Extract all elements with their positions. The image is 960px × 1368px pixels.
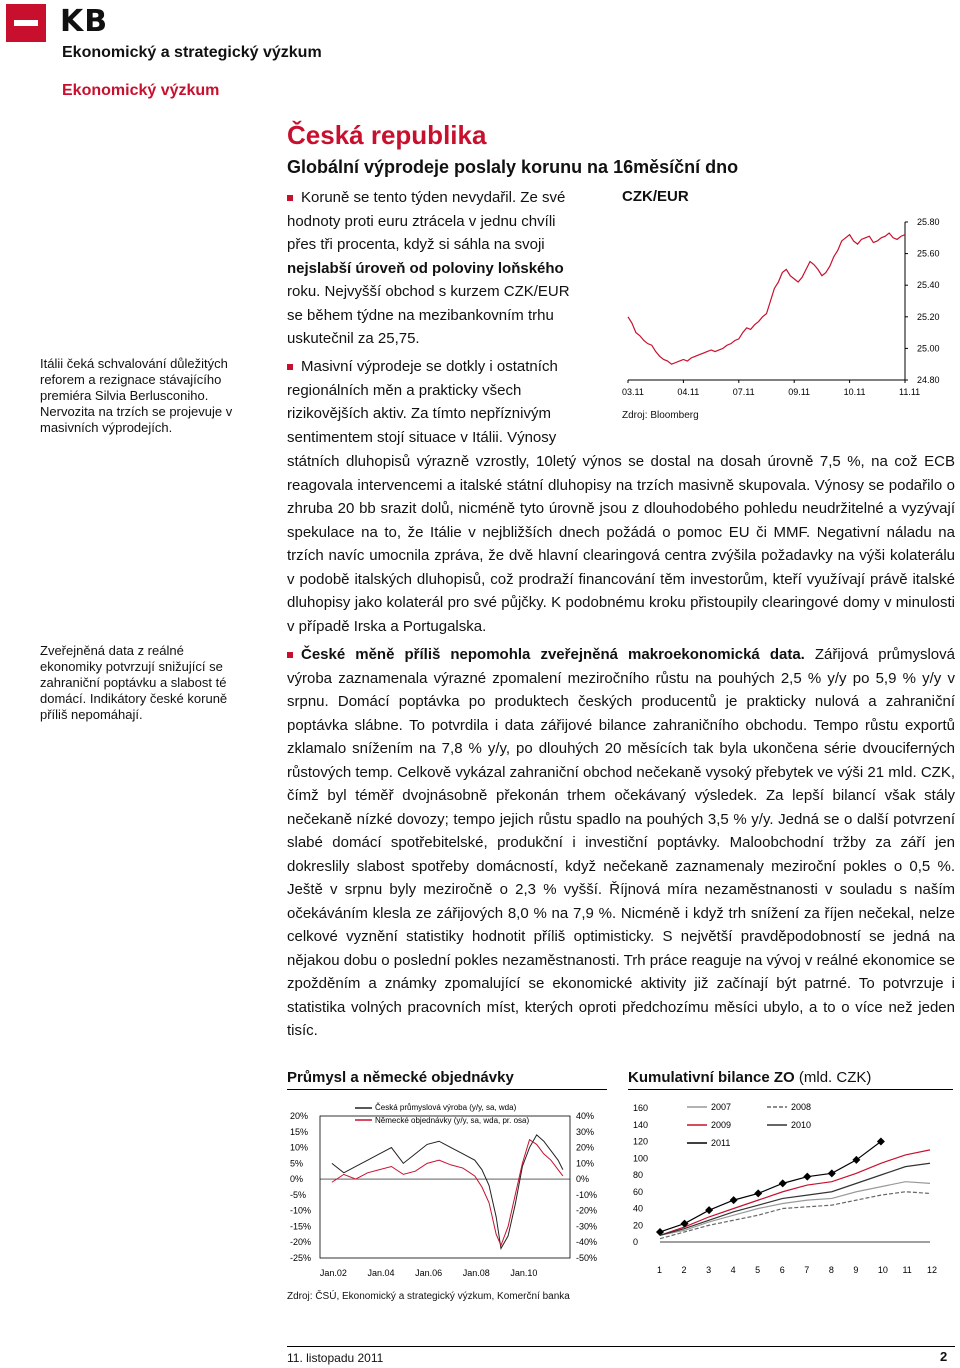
side-note-data: Zveřejněná data z reálné ekonomiky potvrzují snižující se zahraniční poptávku a slabost té domácí. Indikátory české koruně příliš nepomáhají. [40,643,228,722]
p1-line-3: nejslabší úroveň od poloviny loňského [287,259,564,277]
y-tick-label: 40 [633,1203,644,1214]
x-tick-label: 5 [755,1265,761,1275]
series-line-2009 [660,1150,930,1235]
marker-2011 [705,1206,713,1214]
x-tick-label: 8 [828,1265,834,1275]
x-tick-label: 2 [681,1265,687,1275]
y-left-tick-label: 0% [290,1174,304,1185]
y-left-tick-label: 20% [290,1111,309,1121]
y-left-tick-label: -25% [290,1253,312,1263]
p3-lead: České měně příliš nepomohla zveřejněná makroekonomická data. [301,646,805,663]
p2-line-1: regionálních měn a prakticky všech [287,381,522,399]
marker-2011 [730,1196,738,1204]
y-left-tick-label: 15% [290,1126,309,1137]
bullet-icon [287,652,293,658]
side-note-italy: Itálii čeká schvalování důležitých reforem a rezignace stávajícího premiéra Silvia Berlusconiho. Nervozita na trzích se projevuje v masivních výprodejích. [40,356,233,435]
x-tick-label: Jan.02 [319,1268,347,1278]
article-subtitle: Globální výprodeje poslaly korunu na 16měsíční dno [287,157,739,177]
x-tick-label: 7 [804,1265,810,1275]
x-tick-label: Jan.08 [462,1268,490,1278]
y-tick-label: 140 [633,1119,649,1130]
p1-line-1: hodnoty proti euru ztrácela v jednu chvíli [287,212,556,230]
y-tick-label: 80 [633,1170,644,1180]
x-tick-label: 10.11 [843,387,866,397]
czkeur-line [628,233,905,364]
x-tick-label: 10 [877,1265,888,1275]
y-right-tick-label: -10% [576,1189,598,1200]
x-tick-label: 07.11 [732,387,755,397]
y-right-tick-label: -30% [576,1221,598,1232]
legend-2007: 2007 [711,1102,732,1112]
y-right-tick-label: 20% [576,1142,595,1153]
y-tick-label: 100 [633,1153,649,1164]
y-tick-label: 60 [633,1186,644,1197]
x-tick-label: 04.11 [677,387,700,397]
paragraph-2-cont: státních dluhopisů výrazně vzrostly, 10letý výnos se dostal na dosah úrovně 7,5 %, na což ECB reagovala intervencemi a italské státní dluhopisy na trzích masivně skupovala. Výnosy se podařilo o zhruba 20 bb srazit dolů, nicméně tyto úrovně jsou z dlouhodobého pohledu neudržitelné a vyzývají spekulace na to, že Itálie v nejbližších dnech požádá o pomoc EU či MMF. Negativní náladu na trzích navíc umocnila zpráva, že dvě hlavní clearingová centra zvýšila požadavky na výši kolaterálu v podobě italských dluhopisů, což prodraží financování těm investorům, kteří využívají právě italské dluhopisy jako kolaterál pro své půjčky. K podobnému kroku přistoupily clearingové domy v minulosti v případě Irska a Portugalska. [287,453,955,635]
plot-frame [320,1116,570,1258]
marker-2011 [803,1173,811,1181]
y-right-tick-label: -40% [576,1237,598,1248]
czkeur-chart [620,212,955,412]
y-tick-label: 24.80 [917,375,940,385]
marker-2011 [828,1169,836,1177]
x-tick-label: 03.11 [622,387,644,397]
x-tick-label: 11 [902,1265,912,1275]
y-tick-label: 120 [633,1136,649,1147]
legend-industry: Česká průmyslová výroba (y/y, sa, wda) [375,1103,517,1112]
legend-2011: 2011 [711,1138,731,1148]
p1-line-2: přes tři procenta, když si sáhla na svoji [287,236,545,253]
marker-2011 [779,1179,787,1187]
bullet-icon [287,364,293,370]
bullet-icon [287,195,293,201]
legend-2008: 2008 [791,1102,812,1112]
footer-rule [287,1346,955,1347]
x-tick-label: 3 [706,1265,712,1275]
x-tick-label: 4 [730,1265,736,1275]
y-right-tick-label: 0% [576,1174,590,1185]
p1-line-4: roku. Nejvyšší obchod s kurzem CZK/EUR [287,283,570,300]
y-left-tick-label: -10% [290,1205,312,1216]
x-tick-label: Jan.06 [415,1268,443,1278]
x-tick-label: 9 [853,1265,859,1275]
y-left-tick-label: -20% [290,1237,312,1248]
y-right-tick-label: 30% [576,1126,595,1137]
y-left-tick-label: 5% [290,1158,304,1169]
paragraph-3 [287,643,955,1043]
industry-series-line [332,1135,563,1249]
y-left-tick-label: -5% [290,1189,307,1200]
industry-chart-title: Průmysl a německé objednávky [287,1069,514,1086]
p2-line-3: sentimentem stojí situace v Itálii. Výnosy [287,428,557,446]
kb-logo-mark [6,4,46,42]
x-tick-label: Jan.10 [510,1268,538,1278]
paragraph-2-start [287,355,600,449]
industry-chart [280,1096,610,1286]
x-tick-label: 1 [657,1265,663,1275]
industry-title-rule [287,1089,607,1090]
y-right-tick-label: 40% [576,1111,595,1121]
y-tick-label: 25.60 [917,248,940,259]
y-tick-label: 25.80 [917,217,940,227]
industry-source: Zdroj: ČSÚ, Ekonomický a strategický výzkum, Komerční banka [287,1291,570,1302]
y-right-tick-label: -20% [576,1205,598,1216]
y-tick-label: 160 [633,1103,649,1113]
y-left-tick-label: -15% [290,1221,312,1232]
x-tick-label: 09.11 [788,387,811,397]
header-section: Ekonomický výzkum [62,82,220,99]
paragraph-1 [287,186,600,351]
p3-text: Zářijová průmyslová výroba zaznamenala výrazné zpomalení meziročního růstu na pouhých 2,5 % y/y po 5,9 % y/y v srpnu. Domácí poptávka po produktech českých producentů je prakticky nulová a zahraniční poptávka slábne. To potvrdila i data zářijové bilance zahraničního obchodu. Tempo růstu exportů zklamalo snížením na 7,8 % y/y, po dlouhých 20 měsících tak byla ukončena série dvouciferných růstových temp. Celkově vykázal zahraniční obchod nečekaně vysoký přebytek ve výši 21 mld. CZK, čímž byl téměř dvojnásobně překonán trhem očekávaný výsledek. Za lepší bilancí však stály nečekaně nízké dovozy; tempo jejich růstu spadlo na pouhých 3,5 % y/y. Jedná se o další potvrzení slabé domácí spotřebitelské, produkční i investiční poptávky. Maloobchodní tržby za září jen dokreslily slabost spotřeby domácností, když nečekaně zaznamenaly meziroční pokles o 0,5 %. Ještě v srpnu byly meziročně o 2,3 % vyšší. Říjnová míra nezaměstnanosti v souladu s naším očekáváním klesla ze zářijových 8,0 % na 7,9 %. Nicméně i když trh snížení za říjen nečekal, nelze celkové vyznění statistiky hodnotit příliš optimisticky. S největší pravděpodobností se jedná na nějakou dobu o poslední pokles nezaměstnanosti. Trh práce reaguje na vývoj v reálné ekonomice se zpožděním a známky zpomalující se ekonomické aktivity již začínají být patrné. To potvrzuje i statistika volných pracovních míst, kterých oproti předchozímu měsíci ubylo, a to o více než jeden tisíc. [287,646,955,1039]
y-tick-label: 0 [633,1237,639,1247]
y-right-tick-label: -50% [576,1253,598,1263]
trade-chart [625,1096,955,1286]
x-tick-label: Jan.04 [367,1268,395,1278]
x-tick-label: 11.11 [899,387,921,397]
p1-line-5: se během týdne na mezibankovním trhu [287,306,554,324]
p2-line-0: Masivní výprodeje se dotkly i ostatních [287,355,600,379]
orders-series-line [332,1140,563,1246]
trade-title-rule [628,1089,953,1090]
czkeur-chart-title: CZK/EUR [622,188,689,205]
y-tick-label: 20 [633,1220,644,1231]
page-number: 2 [940,1349,948,1364]
y-right-tick-label: 10% [576,1158,595,1169]
footer-date: 11. listopadu 2011 [287,1351,384,1365]
page-title: Česká republika [287,120,487,150]
legend-orders: Německé objednávky (y/y, sa, wda, pr. osa) [375,1116,530,1125]
p2-line-2: rizikovějších aktiv. Za tímto nepříznivým [287,405,551,422]
marker-2011 [754,1189,762,1197]
x-tick-label: 12 [927,1265,938,1275]
header-department: Ekonomický a strategický výzkum [62,44,322,61]
legend-2010: 2010 [791,1120,812,1130]
y-tick-label: 25.20 [917,311,940,322]
legend-2009: 2009 [711,1120,732,1130]
x-tick-label: 6 [779,1265,785,1275]
y-tick-label: 25.00 [917,343,940,354]
p1-line-6: uskutečnil za 25,75. [287,330,420,347]
trade-chart-title: Kumulativní bilance ZO (mld. CZK) [628,1069,872,1086]
y-left-tick-label: 10% [290,1142,309,1153]
czkeur-source: Zdroj: Bloomberg [622,410,699,421]
y-tick-label: 25.40 [917,280,940,291]
kb-logo-text: KB [60,4,109,39]
p1-line-0: Koruně se tento týden nevydařil. Ze své [287,186,600,210]
